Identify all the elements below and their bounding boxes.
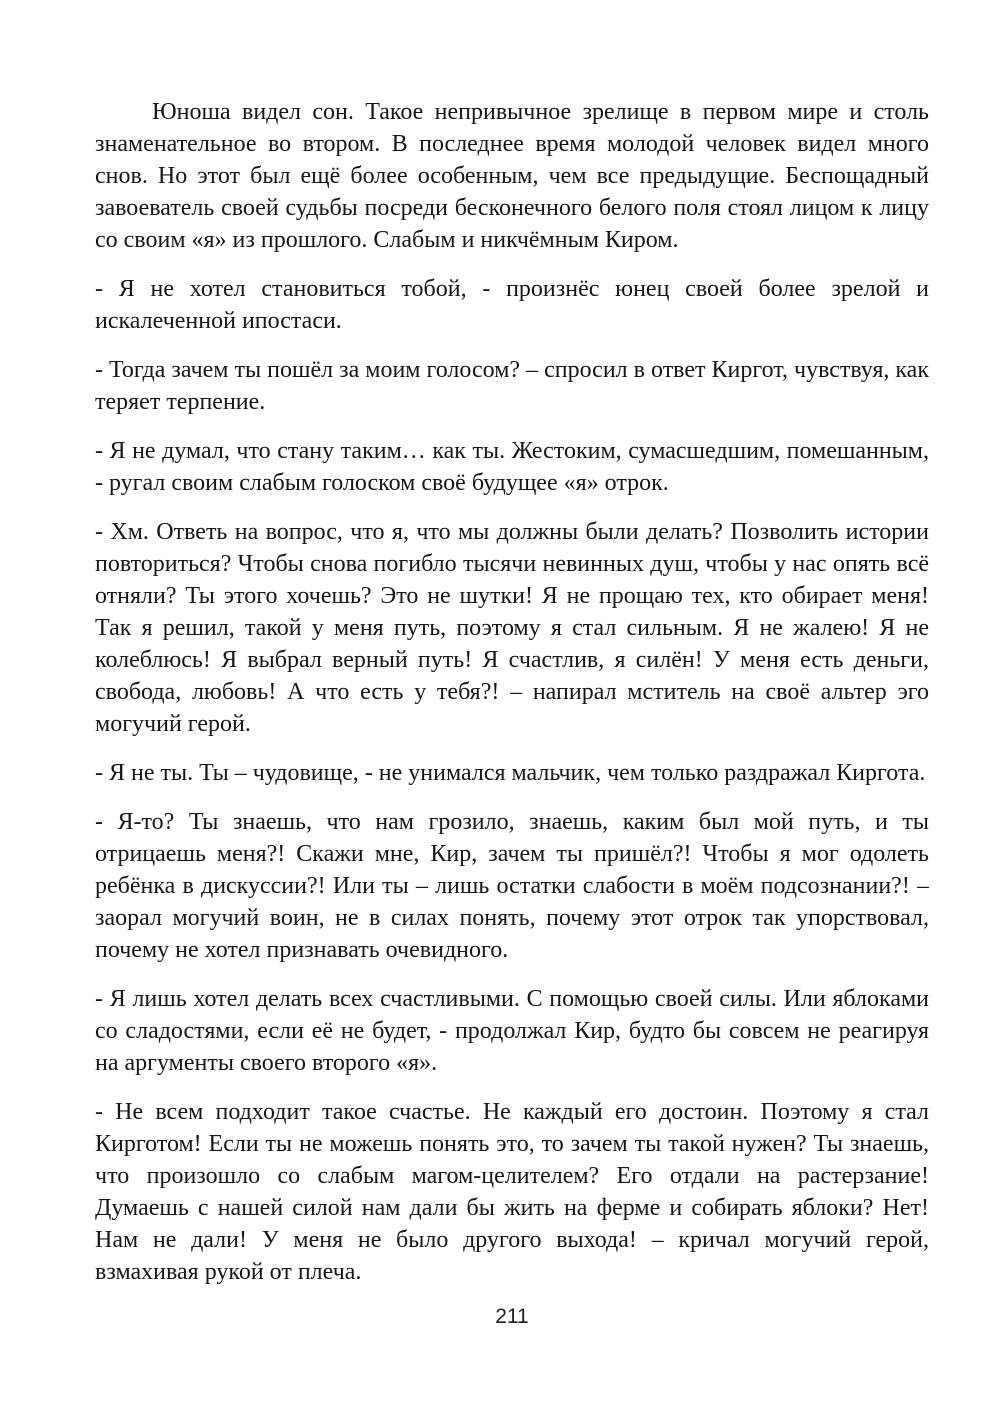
paragraph-narration: Юноша видел сон. Такое непривычное зрелище в первом мире и столь знаменательное во втором. В последнее время молодой человек видел много снов. Но этот был ещё более особенным, чем все предыдущие. Беспощадный завоеватель своей судьбы посреди бесконечного белого поля стоял лицом к лицу со своим «я» из прошлого. Слабым и никчёмным Киром. [95,99,929,253]
paragraph-dialogue: - Тогда зачем ты пошёл за моим голосом? – спросил в ответ Киргот, чувствуя, как теряет терпение. [95,357,929,415]
page-number: 211 [495,1305,529,1328]
text-body [95,96,929,1305]
paragraph-dialogue: - Я не ты. Ты – чудовище, - не унимался мальчик, чем только раздражал Киргота. [95,760,926,786]
paragraph-dialogue: - Я не думал, что стану таким… как ты. Жестоким, сумасшедшим, помешанным, - ругал своим слабым голоском своё будущее «я» отрок. [95,438,929,496]
paragraph-dialogue: - Я лишь хотел делать всех счастливыми. С помощью своей силы. Или яблоками со сладостями, если её не будет, - продолжал Кир, будто бы совсем не реагируя на аргументы своего второго «я». [95,986,929,1076]
paragraph-dialogue: - Хм. Ответь на вопрос, что я, что мы должны были делать? Позволить истории повториться? Чтобы снова погибло тысячи невинных душ, чтобы у нас опять всё отняли? Ты этого хочешь? Это не шутки! Я не прощаю тех, кто обирает меня! Так я решил, такой у меня путь, поэтому я стал сильным. Я не жалею! Я не колеблюсь! Я выбрал верный путь! Я счастлив, я силён! У меня есть деньги, свобода, любовь! А что есть у тебя?! – напирал мститель на своё альтер эго могучий герой. [95,519,929,737]
paragraph-dialogue: - Не всем подходит такое счастье. Не каждый его достоин. Поэтому я стал Кирготом! Если ты не можешь понять это, то зачем ты такой нужен? Ты знаешь, что произошло со слабым магом-целителем? Его отдали на растерзание! Думаешь с нашей силой нам дали бы жить на ферме и собирать яблоки? Нет! Нам не дали! У меня не было другого выхода! – кричал могучий герой, взмахивая рукой от плеча. [95,1099,929,1285]
paragraph-dialogue: - Я-то? Ты знаешь, что нам грозило, знаешь, каким был мой путь, и ты отрицаешь меня?! Скажи мне, Кир, зачем ты пришёл?! Чтобы я мог одолеть ребёнка в дискуссии?! Или ты – лишь остатки слабости в моём подсознании?! – заорал могучий воин, не в силах понять, почему этот отрок так упорствовал, почему не хотел признавать очевидного. [95,809,929,963]
paragraph-dialogue: - Я не хотел становиться тобой, - произнёс юнец своей более зрелой и искалеченной ипостаси. [95,276,929,334]
